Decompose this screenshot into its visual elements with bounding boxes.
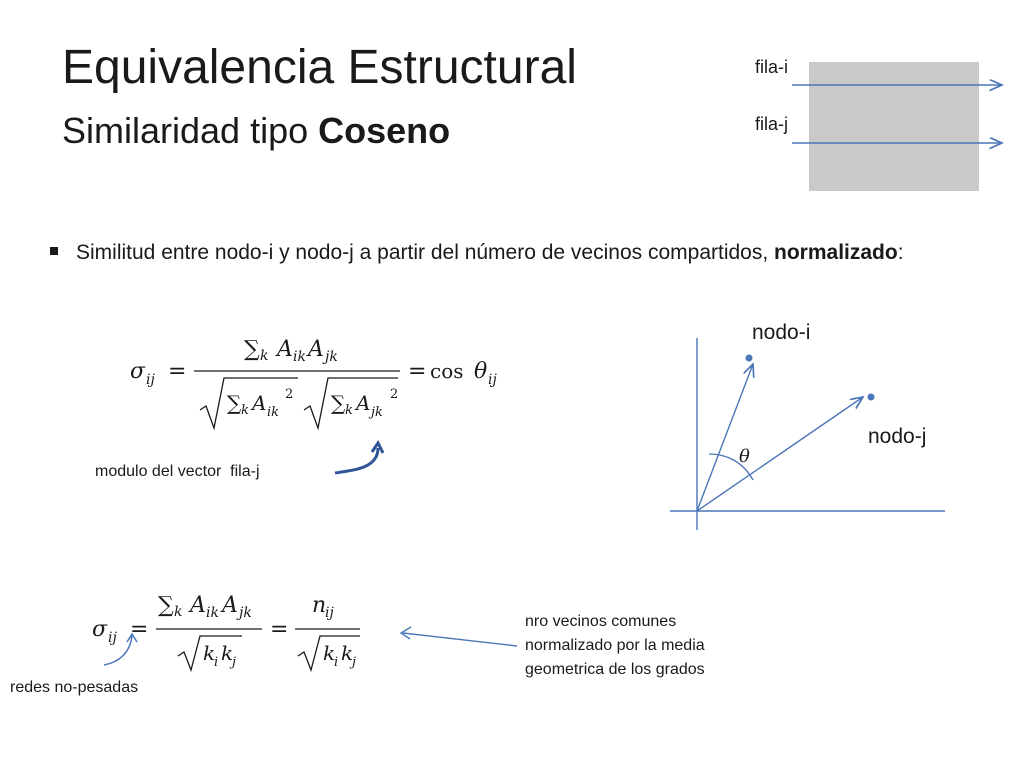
unweighted-note: redes no-pesadas [10, 679, 139, 696]
f1-den2-a: A [356, 391, 371, 415]
f2-jk: jk [239, 605, 252, 621]
note-line-1: nro vecinos comunes [525, 613, 677, 630]
f2-eq2: = [270, 617, 289, 642]
f1-den1-exp: 2 [285, 387, 294, 402]
f2-sum: ∑ [158, 593, 174, 618]
f2-den-k2: k [221, 641, 234, 665]
note-line-3: geometrica de los grados [525, 661, 705, 678]
cosine-formula [128, 328, 518, 438]
f2-den-j: j [232, 655, 237, 670]
f1-den1-ik: ik [267, 405, 280, 420]
f1-cos: cos [430, 359, 464, 383]
matrix-figure [780, 55, 1010, 195]
f1-theta: θ [474, 359, 488, 384]
f2-sum-k: k [174, 604, 183, 620]
f2-den2-i: i [334, 655, 339, 670]
vector-modulus-note: modulo del vector fila-j [95, 463, 260, 480]
f1-den2-exp: 2 [390, 387, 399, 402]
matrix-block [809, 62, 979, 191]
node-i-dot [746, 355, 753, 362]
subtitle-prefix: Similaridad tipo [62, 110, 319, 151]
f2-den-i: i [214, 655, 219, 670]
f2-den2-k1: k [323, 641, 336, 665]
node-i-label: nodo-i [752, 321, 811, 344]
f1-eq1: = [168, 359, 187, 384]
f2-n-sub: ij [325, 605, 334, 621]
common-neighbors-arrow [395, 622, 520, 652]
f2-den2-k2: k [341, 641, 354, 665]
common-neighbors-arrow-icon [395, 622, 520, 652]
f1-sqrt1 [200, 378, 298, 428]
f1-lhs: σ [130, 359, 146, 384]
node-j-dot [868, 394, 875, 401]
f2-a1: A [190, 593, 206, 618]
f1-num-jk: jk [325, 349, 338, 365]
f1-den1-sum: ∑ [227, 391, 242, 415]
f1-lhs-sub: ij [146, 372, 155, 388]
cosine-formula-svg [128, 328, 518, 438]
f1-den1-a: A [252, 391, 267, 415]
f1-sum: ∑ [244, 337, 260, 362]
page-subtitle [62, 108, 450, 154]
vector-j [697, 397, 863, 511]
f1-sum-sub: k [260, 348, 269, 364]
matrix-illustration [780, 55, 1010, 195]
f1-den2-sum: ∑ [331, 391, 346, 415]
f2-ik: ik [206, 605, 219, 621]
note-line-2: normalizado por la media [525, 637, 705, 654]
unweighted-arrow [100, 630, 150, 670]
bullet-text: Similitud entre nodo-i y nodo-j a partir del número de vecinos compartidos, [76, 241, 775, 264]
f1-eq2: = [408, 359, 427, 384]
f1-num-a2: A [308, 337, 324, 362]
common-neighbors-note [525, 610, 705, 682]
subtitle-bold: Coseno [318, 110, 451, 151]
unweighted-arrow-icon [100, 630, 150, 670]
bullet-point [50, 238, 904, 268]
bullet-square-icon [50, 247, 58, 255]
f1-den1-k: k [241, 403, 249, 418]
row-i-label: fila-i [755, 57, 789, 77]
row-j-label: fila-j [755, 114, 789, 134]
f1-num-ik: ik [293, 349, 306, 365]
bullet-bold: normalizado [774, 241, 898, 264]
vector-i [697, 364, 753, 511]
node-j-label: nodo-j [868, 425, 927, 448]
f2-den2-j: j [352, 655, 357, 670]
f1-theta-sub: ij [488, 372, 497, 388]
modulus-arrow [330, 440, 390, 480]
f2-eq1: = [130, 617, 149, 642]
modulus-arrow-icon [330, 440, 390, 480]
f2-n: n [312, 593, 327, 618]
f2-lhs: σ [92, 617, 108, 642]
f2-a2: A [222, 593, 238, 618]
f2-den-k1: k [203, 641, 216, 665]
angle-label: θ [739, 446, 750, 467]
bullet-suffix: : [897, 241, 904, 264]
f1-num-a1: A [277, 337, 293, 362]
f1-den2-k: k [345, 403, 353, 418]
page-title: Equivalencia Estructural [62, 41, 577, 94]
f2-lhs-sub: ij [108, 630, 117, 646]
f1-den2-jk: jk [371, 405, 383, 420]
